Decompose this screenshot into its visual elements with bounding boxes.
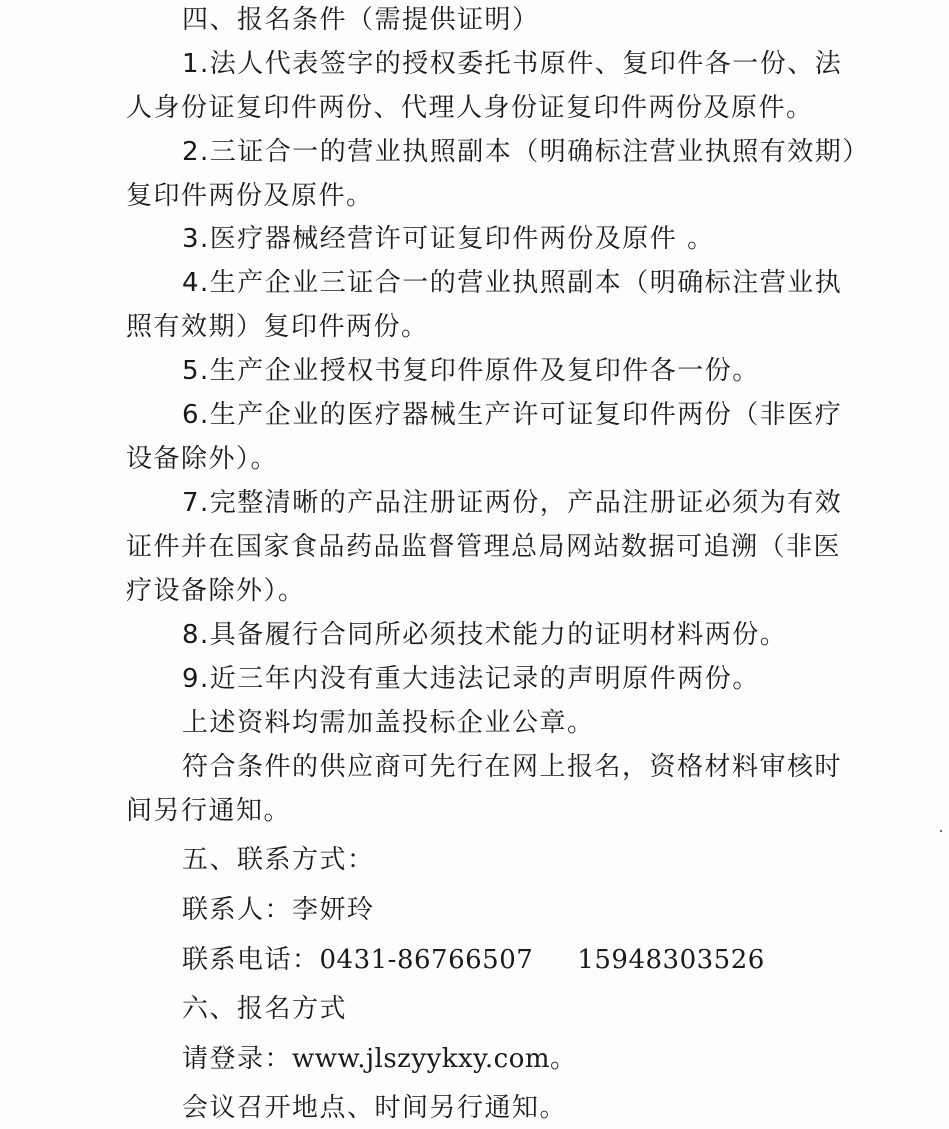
- item-6-line-1: 6.生产企业的医疗器械生产许可证复印件两份（非医疗: [182, 400, 843, 430]
- item-2-line-1: 2.三证合一的营业执照副本（明确标注营业执照有效期）: [182, 137, 870, 167]
- item-4-line-1: 4.生产企业三证合一的营业执照副本（明确标注营业执: [182, 268, 843, 298]
- item-1-line-2: 人身份证复印件两份、代理人身份证复印件两份及原件。: [126, 93, 814, 123]
- scan-speck: [940, 830, 942, 832]
- section-5-heading: 五、联系方式：: [182, 845, 375, 875]
- login-label: 请登录：: [182, 1044, 293, 1074]
- item-6-line-2: 设备除外）。: [126, 444, 279, 474]
- item-8-line-1: 8.具备履行合同所必须技术能力的证明材料两份。: [182, 620, 788, 650]
- item-9-line-1: 9.近三年内没有重大违法记录的声明原件两份。: [182, 664, 760, 694]
- item-7-line-3: 疗设备除外）。: [126, 576, 306, 606]
- phone-number-mobile: 15948303526: [577, 945, 765, 975]
- item-7-line-1: 7.完整清晰的产品注册证两份，产品注册证必须为有效: [182, 488, 843, 518]
- meeting-note: 会议召开地点、时间另行通知。: [182, 1093, 568, 1123]
- item-1-line-1: 1.法人代表签字的授权委托书原件、复印件各一份、法: [182, 49, 843, 79]
- contact-person-label: 联系人：: [182, 895, 293, 925]
- item-3-line-1: 3.医疗器械经营许可证复印件两份及原件 。: [182, 224, 715, 254]
- section-4-heading: 四、报名条件（需提供证明）: [182, 5, 540, 35]
- contact-phone-row: [0, 943, 949, 977]
- item-4-line-2: 照有效期）复印件两份。: [126, 312, 429, 342]
- item-5-line-1: 5.生产企业授权书复印件原件及复印件各一份。: [182, 356, 760, 386]
- phone-number-landline: 0431-86766507: [319, 945, 534, 975]
- item-7-line-2: 证件并在国家食品药品监督管理总局网站数据可追溯（非医: [126, 532, 842, 562]
- login-row: [0, 1042, 949, 1076]
- seal-note: 上述资料均需加盖投标企业公章。: [182, 708, 595, 738]
- contact-person-row: [0, 893, 949, 927]
- login-url: www.jlszyykxy.com: [292, 1044, 551, 1074]
- contact-person-name: 李妍玲: [292, 895, 375, 925]
- notice-line-2: 间另行通知。: [126, 796, 292, 826]
- item-2-line-2: 复印件两份及原件。: [126, 181, 374, 211]
- phone-label: 联系电话：: [182, 945, 320, 975]
- notice-line-1: 符合条件的供应商可先行在网上报名，资格材料审核时: [182, 752, 843, 782]
- section-6-heading: 六、报名方式: [182, 994, 348, 1024]
- login-suffix: 。: [550, 1044, 578, 1074]
